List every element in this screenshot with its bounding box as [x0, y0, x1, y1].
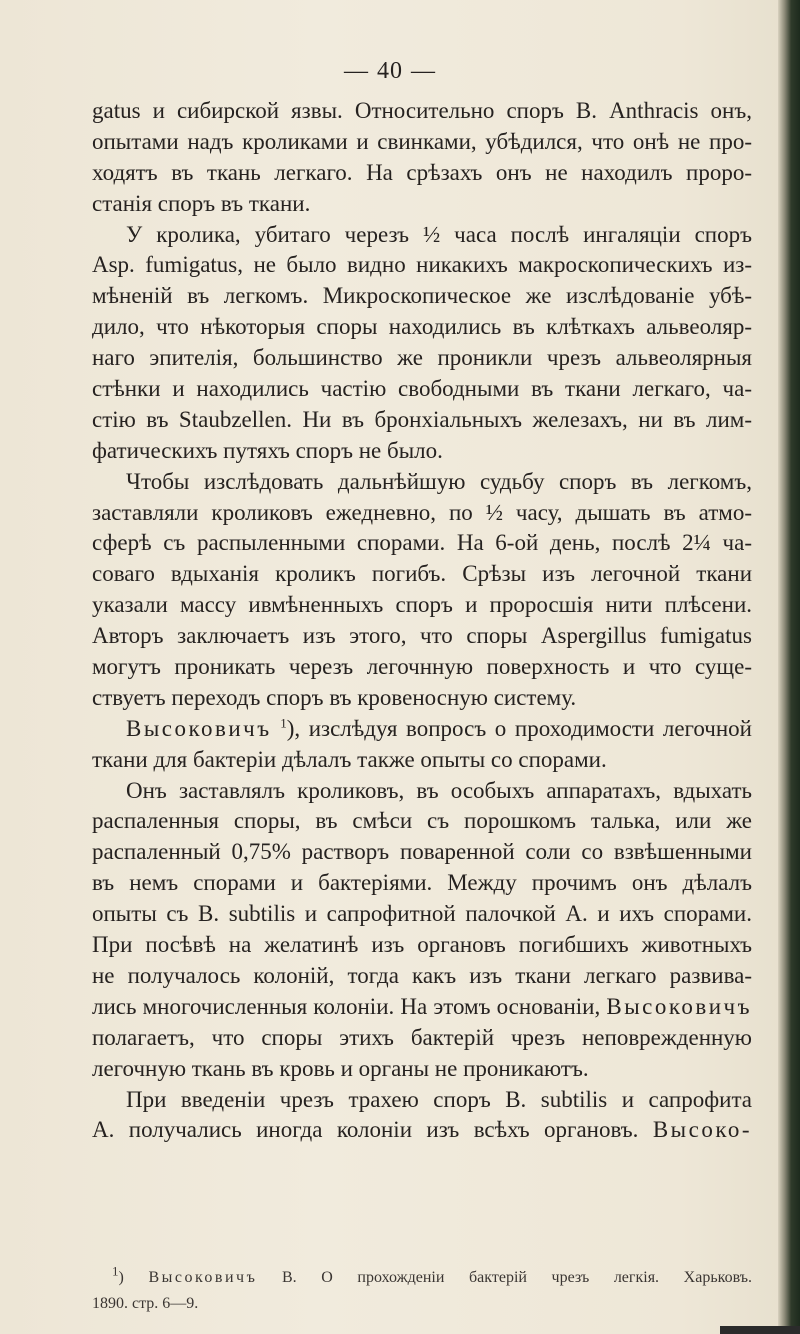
text-line: опытами надъ кроликами и свинками, убѣдился, что онѣ не про- — [92, 128, 752, 154]
footnote-reference: 1 — [280, 715, 287, 731]
footnote-area — [92, 1265, 752, 1317]
text-line — [92, 992, 752, 1023]
footnote-line: $^1$) Высоковичъ В. О прохожденіи бактерій чрезъ легкія. Харьковъ. — [112, 1263, 753, 1286]
header-dash-right: — — [411, 58, 436, 84]
text-line: легочную ткань въ кровь и органы не проникаютъ. — [92, 1055, 589, 1081]
text-line: ходятъ въ ткань легкаго. На срѣзахъ онъ не находилъ проро- — [92, 159, 752, 185]
text-line — [92, 714, 752, 745]
text-line: опыты съ В. subtilis и сапрофитной палочкой А. и ихъ спорами. — [92, 901, 752, 927]
author-name: Высоковичъ — [606, 993, 752, 1019]
header-dash-left: — — [344, 58, 369, 84]
text-line: Онъ заставлялъ кроликовъ, въ особыхъ аппаратахъ, вдыхать — [126, 777, 752, 803]
author-name: Высоковичъ — [126, 715, 272, 741]
text-line: распаленныя споры, въ смѣси съ порошкомъ талька, или же — [92, 808, 752, 834]
text-span: А. получались иногда колоніи изъ всѣхъ органовъ. — [92, 1117, 653, 1143]
footnote-text: В. О прохожденіи бактерій чрезъ легкія. Харьковъ. — [257, 1269, 753, 1286]
text-line: могутъ проникать черезъ легочнную поверхность и что суще- — [92, 654, 752, 680]
text-line: Asp. fumigatus, не было видно никакихъ макроскопическихъ из- — [92, 252, 752, 278]
footnote-mark: 1 — [112, 1263, 119, 1279]
text-line — [92, 1115, 752, 1146]
text-line: Чтобы изслѣдовать дальнѣйшую судьбу споръ въ легкомъ, — [126, 468, 752, 494]
footnote-author: Высоковичъ — [148, 1269, 258, 1286]
text-line: Авторъ заключаетъ изъ этого, что споры Aspergillus fumigatus — [92, 623, 752, 649]
text-line: въ немъ спорами и бактеріями. Между прочимъ онъ дѣлалъ — [92, 870, 752, 896]
text-span: лись многочисленныя колоніи. На этомъ основаніи, — [92, 993, 607, 1019]
text-line: распаленный 0,75% растворъ поваренной соли со взвѣшенными — [92, 839, 752, 865]
page-number: 40 — [377, 58, 403, 84]
text-line: ствуетъ переходъ споръ въ кровеносную систему. — [92, 684, 577, 710]
footnote-line: 1890. стр. 6—9. — [92, 1295, 199, 1312]
text-line: не получалось колоній, тогда какъ изъ ткани легкаго развива- — [92, 962, 752, 988]
text-line: стію въ Staubzellen. Ни въ бронхіальныхъ железахъ, ни въ лим- — [92, 406, 752, 432]
text-line: При посѣвѣ на желатинѣ изъ органовъ погибшихъ животныхъ — [92, 932, 752, 958]
text-line: наго эпителія, большинство же проникли чрезъ альвеолярныя — [92, 345, 752, 371]
text-line: мѣненій въ легкомъ. Микроскопическое же изслѣдованіе убѣ- — [92, 283, 752, 309]
page-header — [0, 58, 780, 85]
text-line: полагаетъ, что споры этихъ бактерій чрезъ неповрежденную — [92, 1024, 752, 1050]
text-line: ткани для бактеріи дѣлалъ также опыты со спорами. — [92, 746, 607, 772]
body-text — [92, 96, 752, 1146]
text-line: указали массу ивмѣненныхъ споръ и проросшія нити плѣсени. — [92, 592, 752, 618]
text-line: заставляли кроликовъ ежедневно, по ½ часу, дышать въ атмо- — [92, 499, 752, 525]
scan-edge-mark — [720, 1326, 800, 1334]
author-name: Высоко- — [652, 1117, 752, 1143]
text-line: У кролика, убитаго черезъ ½ часа послѣ ингаляціи споръ — [126, 221, 752, 247]
text-line: сферѣ съ распыленными спорами. На 6-ой день, послѣ 2¼ ча- — [92, 530, 752, 556]
text-span: ), изслѣдуя вопросъ о проходимости легочной — [286, 715, 752, 741]
text-line: При введеніи чрезъ трахею споръ В. subtilis и сапрофита — [126, 1086, 752, 1112]
text-line: дило, что нѣкоторыя споры находились въ клѣткахъ альвеоляр- — [92, 314, 752, 340]
text-line: фатическихъ путяхъ споръ не было. — [92, 437, 443, 463]
text-line: gatus и сибирской язвы. Относительно споръ В. Anthracis онъ, — [92, 98, 752, 123]
text-line: станія споръ въ ткани. — [92, 190, 311, 216]
page-binding-edge — [778, 0, 800, 1334]
text-line: стѣнки и находились частію свободными въ ткани легкаго, ча- — [92, 376, 752, 402]
text-line: соваго вдыханія кроликъ погибъ. Срѣзы изъ легочной ткани — [92, 561, 752, 587]
